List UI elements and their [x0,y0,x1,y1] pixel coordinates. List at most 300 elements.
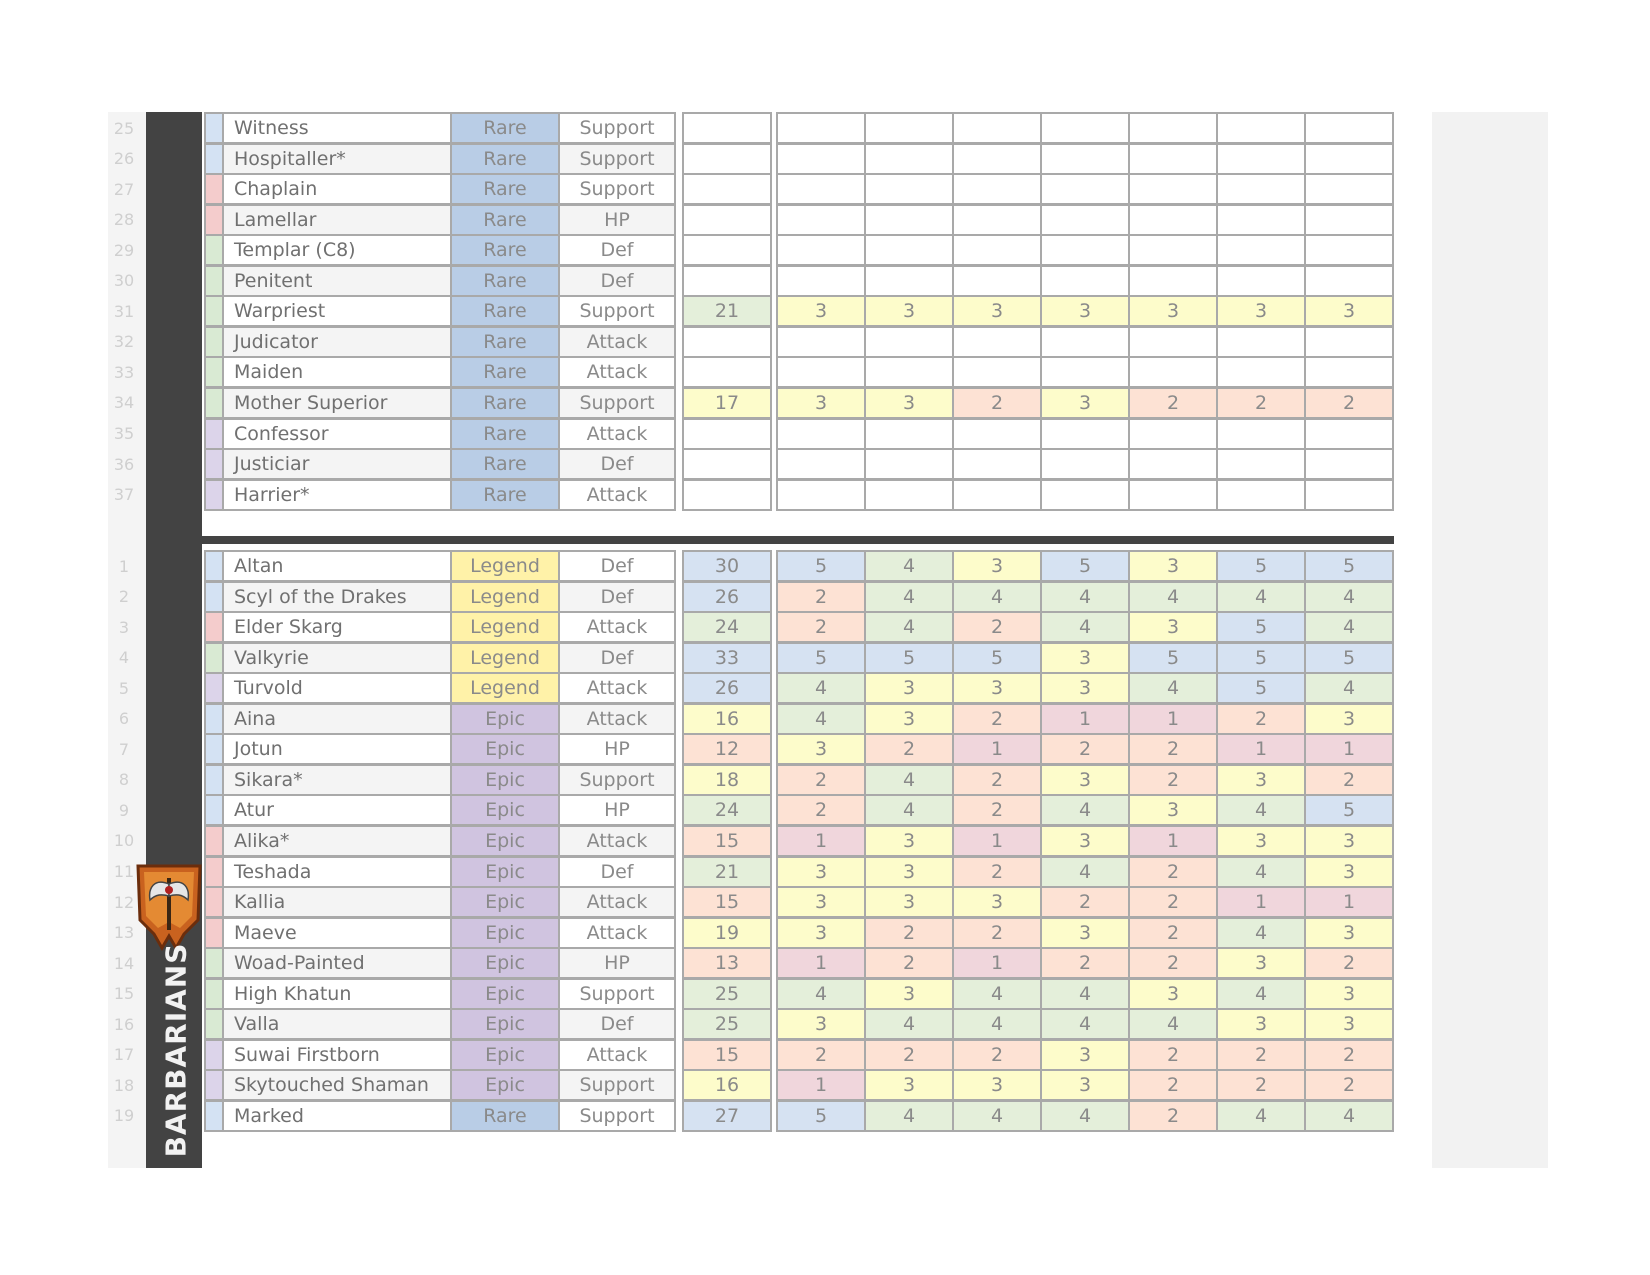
score-cell[interactable] [1040,356,1130,388]
score-cell[interactable]: 2 [776,1039,866,1071]
score-cell[interactable]: 3 [952,1069,1042,1101]
score-cell[interactable]: 3 [1040,1069,1130,1101]
score-cell[interactable] [1304,173,1394,205]
score-cell[interactable]: 2 [952,764,1042,796]
score-cell[interactable] [952,326,1042,358]
rarity-cell[interactable]: Epic [450,764,560,796]
score-cell[interactable]: 2 [1128,886,1218,918]
rarity-cell[interactable]: Rare [450,479,560,511]
score-cell[interactable]: 5 [1216,642,1306,674]
score-cell[interactable]: 4 [1304,1100,1394,1132]
role-cell[interactable]: Support [558,978,676,1010]
score-cell[interactable] [776,479,866,511]
score-cell[interactable] [1216,234,1306,266]
score-cell[interactable]: 4 [1040,611,1130,643]
score-cell[interactable]: 2 [1304,1039,1394,1071]
score-cell[interactable] [952,356,1042,388]
role-cell[interactable]: Def [558,1008,676,1040]
champion-name-cell[interactable]: Atur [222,794,452,826]
score-cell[interactable] [1304,204,1394,236]
score-cell[interactable] [1304,143,1394,175]
score-cell[interactable]: 4 [1040,794,1130,826]
score-cell[interactable]: 4 [776,978,866,1010]
score-cell[interactable]: 1 [1216,886,1306,918]
score-cell[interactable]: 2 [952,387,1042,419]
score-cell[interactable]: 2 [1040,733,1130,765]
champion-name-cell[interactable]: Witness [222,112,452,144]
score-cell[interactable]: 4 [952,1100,1042,1132]
champion-name-cell[interactable]: Skytouched Shaman [222,1069,452,1101]
score-cell[interactable]: 3 [776,387,866,419]
score-cell[interactable]: 2 [952,703,1042,735]
rarity-cell[interactable]: Epic [450,917,560,949]
total-score-cell[interactable] [682,479,772,511]
champion-name-cell[interactable]: Chaplain [222,173,452,205]
score-cell[interactable] [952,265,1042,297]
score-cell[interactable]: 2 [952,856,1042,888]
score-cell[interactable]: 2 [864,917,954,949]
score-cell[interactable] [952,173,1042,205]
rarity-cell[interactable]: Rare [450,387,560,419]
score-cell[interactable]: 3 [1128,295,1218,327]
score-cell[interactable]: 1 [776,1069,866,1101]
score-cell[interactable]: 3 [864,856,954,888]
role-cell[interactable]: Support [558,387,676,419]
score-cell[interactable]: 3 [952,672,1042,704]
score-cell[interactable]: 4 [864,581,954,613]
role-cell[interactable]: Support [558,1100,676,1132]
rarity-cell[interactable]: Rare [450,356,560,388]
score-cell[interactable]: 4 [1216,856,1306,888]
total-score-cell[interactable] [682,418,772,450]
score-cell[interactable]: 2 [1304,764,1394,796]
score-cell[interactable]: 2 [1128,856,1218,888]
score-cell[interactable]: 3 [1040,387,1130,419]
rarity-cell[interactable]: Rare [450,143,560,175]
total-score-cell[interactable]: 13 [682,947,772,979]
score-cell[interactable] [1216,448,1306,480]
score-cell[interactable]: 2 [864,1039,954,1071]
score-cell[interactable] [1128,234,1218,266]
total-score-cell[interactable] [682,204,772,236]
score-cell[interactable] [1040,418,1130,450]
score-cell[interactable]: 4 [1040,978,1130,1010]
champion-name-cell[interactable]: Elder Skarg [222,611,452,643]
score-cell[interactable]: 5 [1304,794,1394,826]
score-cell[interactable]: 5 [776,1100,866,1132]
rarity-cell[interactable]: Rare [450,173,560,205]
rarity-cell[interactable]: Epic [450,1039,560,1071]
score-cell[interactable] [1216,112,1306,144]
role-cell[interactable]: HP [558,947,676,979]
champion-name-cell[interactable]: Alika* [222,825,452,857]
rarity-cell[interactable]: Legend [450,672,560,704]
role-cell[interactable]: Attack [558,356,676,388]
champion-name-cell[interactable]: Warpriest [222,295,452,327]
score-cell[interactable]: 4 [1040,581,1130,613]
score-cell[interactable]: 2 [776,764,866,796]
score-cell[interactable]: 5 [1216,550,1306,582]
champion-name-cell[interactable]: Valla [222,1008,452,1040]
score-cell[interactable]: 3 [1304,703,1394,735]
score-cell[interactable] [952,448,1042,480]
champion-name-cell[interactable]: Kallia [222,886,452,918]
score-cell[interactable]: 4 [1216,581,1306,613]
score-cell[interactable]: 3 [1040,642,1130,674]
rarity-cell[interactable]: Legend [450,550,560,582]
score-cell[interactable] [1040,173,1130,205]
score-cell[interactable] [1216,356,1306,388]
score-cell[interactable]: 3 [1040,764,1130,796]
score-cell[interactable] [1304,112,1394,144]
total-score-cell[interactable]: 17 [682,387,772,419]
score-cell[interactable]: 3 [864,886,954,918]
total-score-cell[interactable] [682,448,772,480]
role-cell[interactable]: HP [558,204,676,236]
champion-name-cell[interactable]: Woad-Painted [222,947,452,979]
total-score-cell[interactable]: 16 [682,1069,772,1101]
champion-name-cell[interactable]: Suwai Firstborn [222,1039,452,1071]
score-cell[interactable]: 2 [1128,947,1218,979]
score-cell[interactable] [776,173,866,205]
rarity-cell[interactable]: Rare [450,204,560,236]
score-cell[interactable] [864,204,954,236]
champion-name-cell[interactable]: Turvold [222,672,452,704]
score-cell[interactable]: 2 [1040,886,1130,918]
score-cell[interactable]: 1 [1216,733,1306,765]
total-score-cell[interactable]: 15 [682,825,772,857]
role-cell[interactable]: Support [558,764,676,796]
score-cell[interactable]: 1 [1304,733,1394,765]
score-cell[interactable]: 2 [776,581,866,613]
total-score-cell[interactable]: 30 [682,550,772,582]
score-cell[interactable]: 3 [864,672,954,704]
role-cell[interactable]: Def [558,856,676,888]
score-cell[interactable]: 3 [1128,794,1218,826]
role-cell[interactable]: Attack [558,611,676,643]
score-cell[interactable]: 2 [1128,387,1218,419]
rarity-cell[interactable]: Rare [450,295,560,327]
role-cell[interactable]: Attack [558,703,676,735]
champion-name-cell[interactable]: Valkyrie [222,642,452,674]
champion-name-cell[interactable]: Aina [222,703,452,735]
score-cell[interactable] [864,173,954,205]
score-cell[interactable] [776,418,866,450]
score-cell[interactable]: 3 [1040,825,1130,857]
score-cell[interactable]: 3 [864,703,954,735]
champion-name-cell[interactable]: Maeve [222,917,452,949]
score-cell[interactable]: 5 [1304,550,1394,582]
rarity-cell[interactable]: Epic [450,1008,560,1040]
score-cell[interactable]: 3 [776,917,866,949]
score-cell[interactable]: 1 [952,733,1042,765]
score-cell[interactable] [864,112,954,144]
role-cell[interactable]: HP [558,733,676,765]
role-cell[interactable]: Def [558,550,676,582]
total-score-cell[interactable]: 21 [682,856,772,888]
score-cell[interactable] [776,326,866,358]
rarity-cell[interactable]: Legend [450,611,560,643]
total-score-cell[interactable] [682,265,772,297]
role-cell[interactable]: Attack [558,326,676,358]
score-cell[interactable] [776,204,866,236]
score-cell[interactable] [952,143,1042,175]
score-cell[interactable] [1128,143,1218,175]
score-cell[interactable]: 2 [1304,1069,1394,1101]
score-cell[interactable]: 3 [776,295,866,327]
total-score-cell[interactable]: 16 [682,703,772,735]
rarity-cell[interactable]: Epic [450,703,560,735]
total-score-cell[interactable] [682,234,772,266]
score-cell[interactable]: 3 [1304,917,1394,949]
score-cell[interactable] [864,356,954,388]
score-cell[interactable] [952,204,1042,236]
rarity-cell[interactable]: Epic [450,794,560,826]
score-cell[interactable]: 2 [776,794,866,826]
score-cell[interactable]: 1 [1040,703,1130,735]
champion-name-cell[interactable]: Hospitaller* [222,143,452,175]
score-cell[interactable]: 4 [1304,581,1394,613]
score-cell[interactable]: 4 [864,550,954,582]
score-cell[interactable]: 3 [864,1069,954,1101]
score-cell[interactable] [776,356,866,388]
score-cell[interactable]: 4 [776,672,866,704]
role-cell[interactable]: Attack [558,672,676,704]
score-cell[interactable] [1128,265,1218,297]
score-cell[interactable]: 2 [1128,917,1218,949]
rarity-cell[interactable]: Rare [450,112,560,144]
score-cell[interactable] [864,448,954,480]
score-cell[interactable]: 2 [1128,1069,1218,1101]
score-cell[interactable] [776,265,866,297]
score-cell[interactable]: 4 [1216,978,1306,1010]
score-cell[interactable] [1128,326,1218,358]
total-score-cell[interactable]: 25 [682,1008,772,1040]
rarity-cell[interactable]: Epic [450,978,560,1010]
score-cell[interactable]: 2 [776,611,866,643]
score-cell[interactable]: 2 [1216,1039,1306,1071]
champion-name-cell[interactable]: Templar (C8) [222,234,452,266]
role-cell[interactable]: Def [558,448,676,480]
score-cell[interactable] [1216,265,1306,297]
score-cell[interactable] [1128,112,1218,144]
score-cell[interactable]: 3 [1304,295,1394,327]
score-cell[interactable]: 3 [1304,856,1394,888]
score-cell[interactable]: 3 [864,978,954,1010]
score-cell[interactable] [776,448,866,480]
total-score-cell[interactable]: 15 [682,886,772,918]
total-score-cell[interactable]: 21 [682,295,772,327]
score-cell[interactable]: 5 [1040,550,1130,582]
score-cell[interactable]: 3 [1040,1039,1130,1071]
score-cell[interactable]: 3 [952,550,1042,582]
score-cell[interactable]: 2 [952,1039,1042,1071]
score-cell[interactable] [1216,143,1306,175]
score-cell[interactable]: 1 [776,825,866,857]
champion-name-cell[interactable]: Teshada [222,856,452,888]
score-cell[interactable] [1304,234,1394,266]
score-cell[interactable] [1040,448,1130,480]
score-cell[interactable]: 3 [1304,825,1394,857]
score-cell[interactable] [776,112,866,144]
score-cell[interactable]: 4 [864,1008,954,1040]
rarity-cell[interactable]: Epic [450,733,560,765]
score-cell[interactable] [1128,479,1218,511]
score-cell[interactable]: 4 [952,1008,1042,1040]
total-score-cell[interactable]: 12 [682,733,772,765]
score-cell[interactable]: 5 [1216,611,1306,643]
role-cell[interactable]: Support [558,143,676,175]
role-cell[interactable]: Def [558,234,676,266]
score-cell[interactable]: 3 [1216,947,1306,979]
score-cell[interactable]: 4 [1040,856,1130,888]
score-cell[interactable] [1040,112,1130,144]
score-cell[interactable]: 4 [952,978,1042,1010]
score-cell[interactable]: 3 [1040,295,1130,327]
score-cell[interactable]: 4 [864,764,954,796]
score-cell[interactable]: 4 [1304,611,1394,643]
score-cell[interactable]: 4 [1040,1100,1130,1132]
score-cell[interactable]: 5 [1304,642,1394,674]
score-cell[interactable] [864,143,954,175]
score-cell[interactable]: 2 [1040,947,1130,979]
score-cell[interactable] [1216,479,1306,511]
score-cell[interactable] [1304,265,1394,297]
score-cell[interactable]: 4 [864,794,954,826]
total-score-cell[interactable]: 27 [682,1100,772,1132]
score-cell[interactable]: 2 [1304,387,1394,419]
total-score-cell[interactable] [682,143,772,175]
role-cell[interactable]: Def [558,265,676,297]
score-cell[interactable] [952,234,1042,266]
score-cell[interactable] [1040,204,1130,236]
score-cell[interactable]: 3 [1216,764,1306,796]
rarity-cell[interactable]: Epic [450,886,560,918]
score-cell[interactable]: 3 [1304,978,1394,1010]
score-cell[interactable]: 1 [1304,886,1394,918]
rarity-cell[interactable]: Rare [450,418,560,450]
score-cell[interactable] [1128,173,1218,205]
score-cell[interactable]: 1 [952,825,1042,857]
score-cell[interactable] [1304,356,1394,388]
score-cell[interactable] [1128,204,1218,236]
champion-name-cell[interactable]: Jotun [222,733,452,765]
score-cell[interactable]: 3 [776,886,866,918]
score-cell[interactable]: 2 [864,733,954,765]
total-score-cell[interactable]: 15 [682,1039,772,1071]
score-cell[interactable]: 3 [864,825,954,857]
rarity-cell[interactable]: Rare [450,448,560,480]
score-cell[interactable]: 3 [952,295,1042,327]
score-cell[interactable] [864,326,954,358]
score-cell[interactable] [864,234,954,266]
score-cell[interactable] [1304,418,1394,450]
role-cell[interactable]: HP [558,794,676,826]
score-cell[interactable]: 5 [776,550,866,582]
rarity-cell[interactable]: Rare [450,265,560,297]
score-cell[interactable]: 5 [1216,672,1306,704]
rarity-cell[interactable]: Epic [450,856,560,888]
score-cell[interactable]: 2 [1128,733,1218,765]
score-cell[interactable] [952,479,1042,511]
score-cell[interactable] [952,112,1042,144]
score-cell[interactable]: 2 [1128,1039,1218,1071]
score-cell[interactable] [1040,479,1130,511]
rarity-cell[interactable]: Rare [450,1100,560,1132]
champion-name-cell[interactable]: Penitent [222,265,452,297]
score-cell[interactable] [1040,326,1130,358]
score-cell[interactable] [1304,448,1394,480]
score-cell[interactable]: 4 [864,1100,954,1132]
rarity-cell[interactable]: Rare [450,234,560,266]
role-cell[interactable]: Attack [558,886,676,918]
rarity-cell[interactable]: Epic [450,1069,560,1101]
champion-name-cell[interactable]: Marked [222,1100,452,1132]
champion-name-cell[interactable]: Harrier* [222,479,452,511]
total-score-cell[interactable]: 25 [682,978,772,1010]
score-cell[interactable]: 3 [1040,672,1130,704]
rarity-cell[interactable]: Epic [450,947,560,979]
score-cell[interactable]: 3 [1040,917,1130,949]
score-cell[interactable]: 2 [1216,703,1306,735]
score-cell[interactable] [1216,173,1306,205]
champion-name-cell[interactable]: Maiden [222,356,452,388]
score-cell[interactable] [1216,418,1306,450]
score-cell[interactable]: 1 [1128,703,1218,735]
total-score-cell[interactable]: 26 [682,672,772,704]
score-cell[interactable]: 3 [1304,1008,1394,1040]
score-cell[interactable]: 3 [776,733,866,765]
score-cell[interactable]: 2 [1216,1069,1306,1101]
score-cell[interactable]: 2 [1128,764,1218,796]
role-cell[interactable]: Support [558,295,676,327]
score-cell[interactable]: 1 [776,947,866,979]
score-cell[interactable] [1304,479,1394,511]
champion-name-cell[interactable]: Sikara* [222,764,452,796]
total-score-cell[interactable]: 24 [682,794,772,826]
score-cell[interactable]: 5 [952,642,1042,674]
score-cell[interactable]: 3 [864,295,954,327]
role-cell[interactable]: Support [558,1069,676,1101]
total-score-cell[interactable]: 18 [682,764,772,796]
score-cell[interactable]: 4 [1040,1008,1130,1040]
score-cell[interactable]: 2 [1216,387,1306,419]
score-cell[interactable] [864,479,954,511]
total-score-cell[interactable] [682,356,772,388]
champion-name-cell[interactable]: High Khatun [222,978,452,1010]
total-score-cell[interactable] [682,326,772,358]
score-cell[interactable]: 3 [864,387,954,419]
score-cell[interactable]: 2 [952,917,1042,949]
role-cell[interactable]: Support [558,112,676,144]
score-cell[interactable]: 4 [1216,794,1306,826]
score-cell[interactable] [952,418,1042,450]
score-cell[interactable] [1304,326,1394,358]
champion-name-cell[interactable]: Confessor [222,418,452,450]
score-cell[interactable]: 3 [776,1008,866,1040]
total-score-cell[interactable]: 24 [682,611,772,643]
role-cell[interactable]: Def [558,642,676,674]
total-score-cell[interactable]: 19 [682,917,772,949]
score-cell[interactable]: 3 [1128,550,1218,582]
score-cell[interactable]: 3 [952,886,1042,918]
score-cell[interactable]: 4 [776,703,866,735]
rarity-cell[interactable]: Legend [450,581,560,613]
score-cell[interactable] [864,265,954,297]
score-cell[interactable]: 1 [1128,825,1218,857]
role-cell[interactable]: Attack [558,917,676,949]
score-cell[interactable]: 3 [1128,978,1218,1010]
